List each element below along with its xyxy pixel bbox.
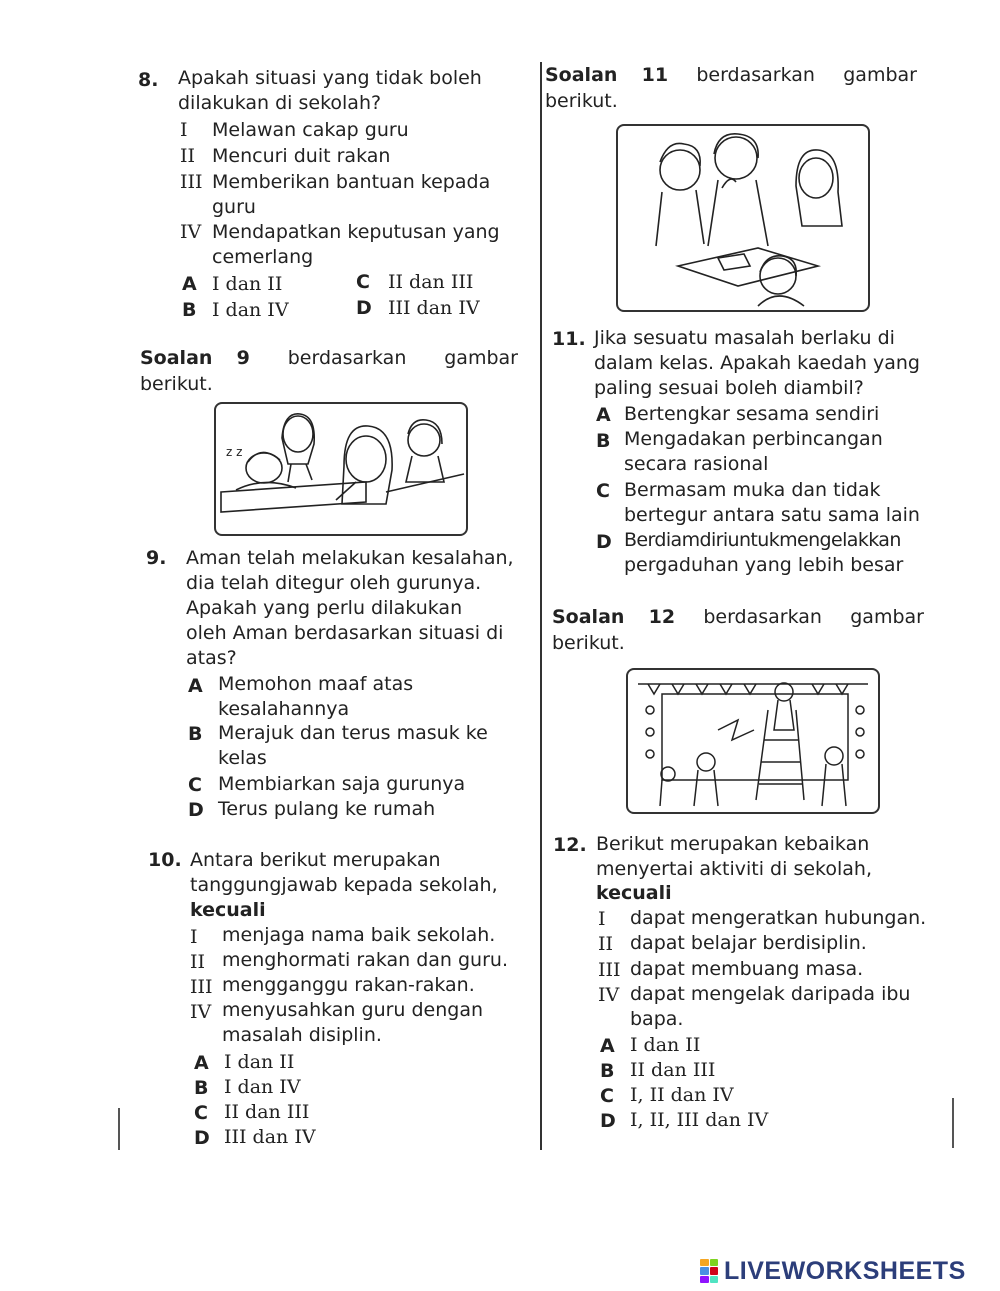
- question-stem: Apakah situasi yang tidak boleh: [178, 67, 482, 89]
- answer-option[interactable]: Memohon maaf atas: [218, 673, 414, 695]
- answer-option-cont[interactable]: kesalahannya: [218, 698, 350, 720]
- statement-item: masalah disiplin.: [222, 1024, 382, 1046]
- question-stem: menyertai aktiviti di sekolah,: [596, 858, 872, 880]
- answer-option-cont[interactable]: secara rasional: [624, 453, 769, 475]
- statement-item: Melawan cakap guru: [212, 119, 409, 141]
- answer-option[interactable]: II dan III: [630, 1059, 716, 1081]
- question-stem: Apakah yang perlu dilakukan: [186, 597, 463, 619]
- option-letter: A: [596, 404, 611, 426]
- section-text: berikut.: [140, 373, 213, 395]
- section-number: 11: [641, 64, 669, 86]
- section-number: 9: [236, 347, 250, 369]
- question-number: 12.: [553, 834, 587, 856]
- scan-mark: [952, 1098, 954, 1148]
- section-text: berikut.: [552, 632, 625, 654]
- answer-option[interactable]: Membiarkan saja gurunya: [218, 773, 466, 795]
- option-letter: B: [188, 723, 203, 745]
- question-stem: dalam kelas. Apakah kaedah yang: [594, 352, 920, 374]
- question-stem: Jika sesuatu masalah berlaku di: [594, 327, 895, 349]
- statement-item: cemerlang: [212, 246, 314, 268]
- option-letter: D: [596, 531, 612, 553]
- column-divider: [540, 62, 542, 1150]
- option-letter: B: [194, 1077, 209, 1099]
- option-letter: A: [600, 1035, 615, 1057]
- illustration-students-classroom: [214, 402, 468, 536]
- statement-item: mengganggu rakan-rakan.: [222, 974, 475, 996]
- question-stem: dia telah ditegur oleh gurunya.: [186, 572, 482, 594]
- section-number: 12: [648, 606, 676, 628]
- statement-item: menyusahkan guru dengan: [222, 999, 484, 1021]
- section-text: berdasarkan: [287, 347, 407, 369]
- section-text: berdasarkan: [696, 64, 815, 86]
- roman-numeral: III: [180, 171, 203, 193]
- answer-option[interactable]: I dan IV: [224, 1076, 301, 1098]
- option-letter: D: [600, 1110, 616, 1132]
- answer-option[interactable]: Merajuk dan terus masuk ke: [218, 722, 488, 744]
- roman-numeral: III: [190, 976, 213, 998]
- question-stem: Aman telah melakukan kesalahan,: [186, 547, 514, 569]
- liveworksheets-logo[interactable]: [700, 1257, 966, 1285]
- answer-option[interactable]: II dan III: [224, 1101, 310, 1123]
- option-letter: D: [356, 297, 372, 319]
- discussion-drawing: [618, 126, 868, 310]
- illustration-decorating-class: [626, 668, 880, 814]
- brand-name: LIVEWORKSHEETS: [724, 1256, 966, 1285]
- answer-option[interactable]: I, II, III dan IV: [630, 1109, 769, 1131]
- section-text: berdasarkan: [703, 606, 822, 628]
- kecuali-label: kecuali: [596, 882, 672, 904]
- answer-option[interactable]: Berdiamdiriuntukmengelakkan: [624, 529, 901, 551]
- question-stem: Berikut merupakan kebaikan: [596, 833, 870, 855]
- roman-numeral: IV: [598, 984, 620, 1006]
- option-letter: B: [600, 1060, 615, 1082]
- roman-numeral: III: [598, 959, 621, 981]
- roman-numeral: IV: [180, 221, 202, 243]
- logo-mark-icon: [700, 1259, 718, 1283]
- statement-item: Mendapatkan keputusan yang: [212, 221, 500, 243]
- answer-option[interactable]: I, II dan IV: [630, 1084, 734, 1106]
- answer-option[interactable]: I dan IV: [212, 299, 289, 321]
- section-word: Soalan: [552, 606, 625, 628]
- option-letter: C: [596, 480, 610, 502]
- svg-text:z z: z z: [226, 445, 243, 459]
- option-letter: D: [188, 799, 204, 821]
- answer-option[interactable]: III dan IV: [224, 1126, 316, 1148]
- statement-item: bapa.: [630, 1008, 684, 1030]
- answer-option[interactable]: Mengadakan perbincangan: [624, 428, 883, 450]
- statement-item: dapat mengeratkan hubungan.: [630, 907, 927, 929]
- roman-numeral: I: [180, 119, 188, 141]
- option-letter: B: [182, 299, 197, 321]
- statement-item: dapat mengelak daripada ibu: [630, 983, 911, 1005]
- section-word: Soalan: [545, 64, 618, 86]
- section-text: gambar: [843, 64, 917, 86]
- roman-numeral: I: [190, 926, 198, 948]
- roman-numeral: IV: [190, 1001, 212, 1023]
- answer-option[interactable]: III dan IV: [388, 297, 480, 319]
- roman-numeral: II: [598, 933, 614, 955]
- question-stem: Antara berikut merupakan: [190, 849, 441, 871]
- question-number: 10.: [148, 849, 182, 871]
- option-letter: C: [194, 1102, 208, 1124]
- statement-item: menghormati rakan dan guru.: [222, 949, 508, 971]
- statement-item: Memberikan bantuan kepada: [212, 171, 491, 193]
- roman-numeral: II: [190, 951, 206, 973]
- question-number: 9.: [146, 547, 167, 569]
- scan-mark: [118, 1108, 120, 1150]
- section-text: gambar: [850, 606, 924, 628]
- section-word: Soalan: [140, 347, 213, 369]
- statement-item: menjaga nama baik sekolah.: [222, 924, 496, 946]
- question-stem: dilakukan di sekolah?: [178, 92, 382, 114]
- option-letter: D: [194, 1127, 210, 1149]
- question-stem: oleh Aman berdasarkan situasi di: [186, 622, 504, 644]
- roman-numeral: II: [180, 145, 196, 167]
- answer-option-cont[interactable]: bertegur antara satu sama lain: [624, 504, 920, 526]
- answer-option[interactable]: I dan II: [212, 273, 283, 295]
- answer-option[interactable]: Terus pulang ke rumah: [218, 798, 436, 820]
- question-number: 11.: [552, 328, 586, 350]
- section-text: gambar: [444, 347, 518, 369]
- option-letter: A: [182, 273, 197, 295]
- roman-numeral: I: [598, 908, 606, 930]
- answer-option[interactable]: I dan II: [630, 1034, 701, 1056]
- option-letter: C: [188, 774, 202, 796]
- option-letter: A: [194, 1052, 209, 1074]
- statement-item: dapat belajar berdisiplin.: [630, 932, 867, 954]
- statement-item: Mencuri duit rakan: [212, 145, 391, 167]
- question-stem: atas?: [186, 647, 237, 669]
- classroom-drawing: [216, 404, 466, 534]
- question-number: 8.: [138, 69, 159, 91]
- answer-option[interactable]: II dan III: [388, 271, 474, 293]
- answer-option[interactable]: I dan II: [224, 1051, 295, 1073]
- option-letter: C: [600, 1085, 614, 1107]
- kecuali-label: kecuali: [190, 899, 266, 921]
- answer-option-cont[interactable]: pergaduhan yang lebih besar: [624, 554, 904, 576]
- illustration-students-discussion: [616, 124, 870, 312]
- option-letter: A: [188, 675, 203, 697]
- answer-option-cont[interactable]: kelas: [218, 747, 267, 769]
- answer-option[interactable]: Bertengkar sesama sendiri: [624, 403, 880, 425]
- decorating-drawing: [628, 670, 878, 812]
- option-letter: C: [356, 271, 370, 293]
- question-stem: paling sesuai boleh diambil?: [594, 377, 864, 399]
- option-letter: B: [596, 430, 611, 452]
- statement-item: guru: [212, 196, 256, 218]
- question-stem: tanggungjawab kepada sekolah,: [190, 874, 498, 896]
- statement-item: dapat membuang masa.: [630, 958, 864, 980]
- answer-option[interactable]: Bermasam muka dan tidak: [624, 479, 881, 501]
- section-text: berikut.: [545, 90, 618, 112]
